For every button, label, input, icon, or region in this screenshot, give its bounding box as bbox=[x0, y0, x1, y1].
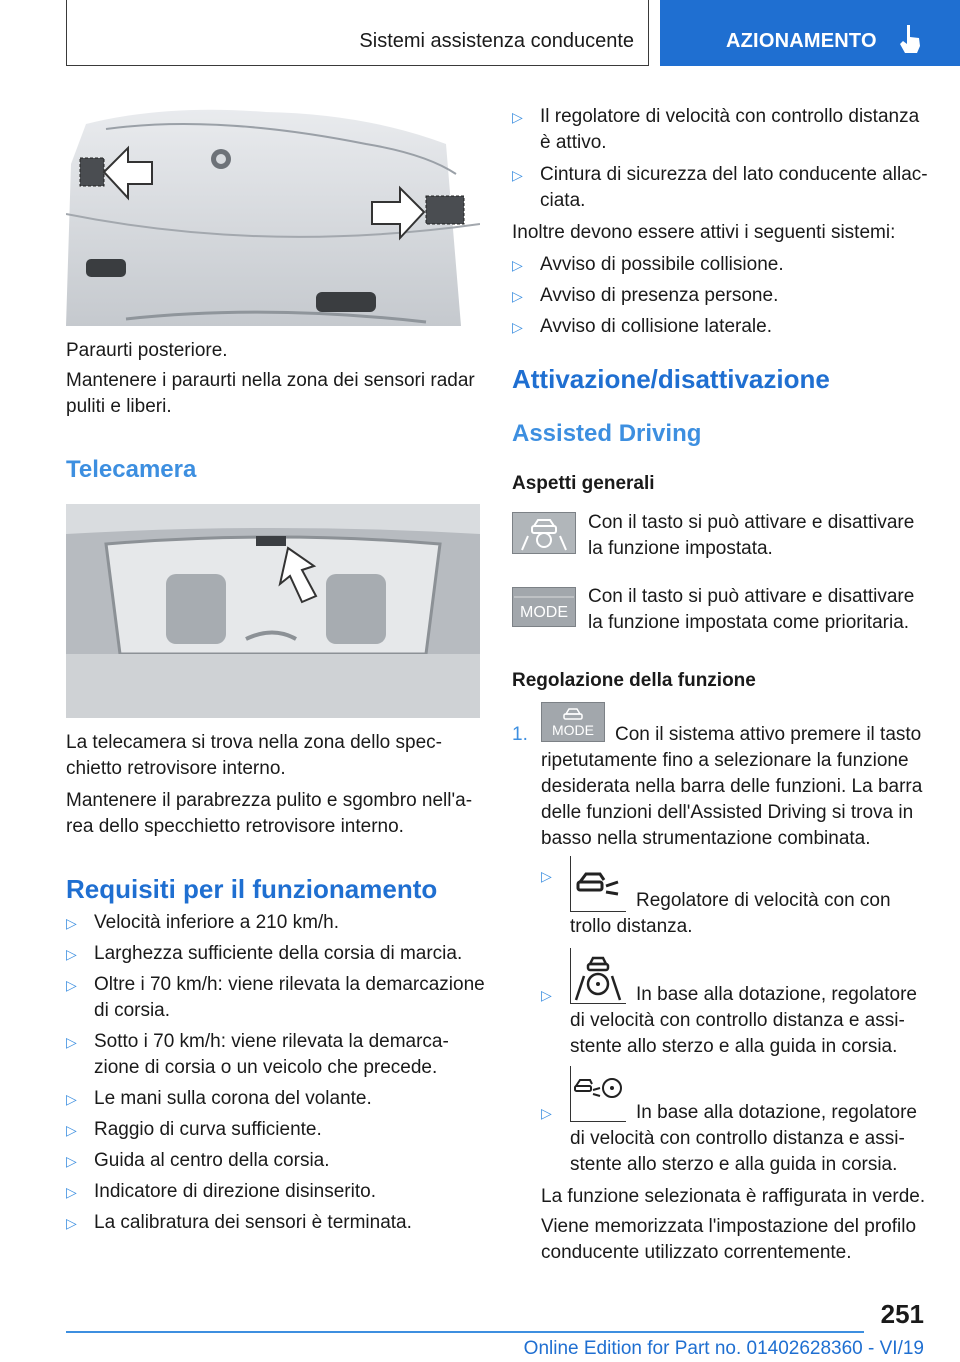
heading-general: Aspetti generali bbox=[512, 473, 655, 494]
paragraph-radar-sensors: Mantenere i paraurti nella zona dei sensori radar puliti e liberi. bbox=[66, 370, 475, 417]
list-item: ▷ Cintura di sicurezza del lato conducente allacciata. bbox=[512, 164, 928, 211]
list-item: ▷ Le mani sulla corona del volante. bbox=[66, 1086, 486, 1112]
requirements-list bbox=[66, 910, 486, 1236]
list-item: ▷ Raggio di curva sufficiente. bbox=[66, 1117, 486, 1143]
assisted-driving-button-icon bbox=[512, 512, 576, 554]
bullet-triangle-icon: ▷ bbox=[541, 987, 552, 1003]
list-item: ▷ Guida al centro della corsia. bbox=[66, 1148, 486, 1174]
bullet-triangle-icon: ▷ bbox=[66, 1153, 77, 1169]
heading-assisted-driving: Assisted Driving bbox=[512, 420, 702, 447]
bullet-triangle-icon: ▷ bbox=[66, 977, 77, 993]
mode-label-small: MODE bbox=[552, 722, 594, 738]
mode-button-icon bbox=[512, 587, 576, 627]
bullet-triangle-icon: ▷ bbox=[541, 868, 552, 884]
bullet-triangle-icon: ▷ bbox=[512, 288, 523, 304]
paragraph-systems-intro: Inoltre devono essere attivi i seguenti sistemi: bbox=[512, 222, 896, 243]
bullet-triangle-icon: ▷ bbox=[66, 915, 77, 931]
paragraph-button2: Con il tasto si può attivare e disattivare la funzione impostata come prioritaria. bbox=[588, 586, 915, 633]
edition-info: Online Edition for Part no. 01402628360 - VI/19 bbox=[523, 1338, 924, 1359]
header-section-box bbox=[66, 0, 649, 66]
function-1-rest: trollo distanza. bbox=[570, 916, 693, 937]
bullet-triangle-icon: ▷ bbox=[66, 1034, 77, 1050]
bullet-triangle-icon: ▷ bbox=[512, 109, 523, 125]
step-1-text: Con il sistema attivo premere il tasto ripetutamente fino a selezionare la funzione desiderata nella barra delle funzioni. La barra delle funzioni dell'Assisted Driving si trova in basso nella strumentazione combinata. bbox=[541, 724, 923, 849]
paragraph-camera-location: La telecamera si trova nella zona dello specchietto retrovisore interno. bbox=[66, 732, 442, 779]
footer-divider bbox=[66, 1331, 864, 1333]
paragraph-profile-memory: Viene memorizzata l'impostazione del profilo conducente utilizzato correntemente. bbox=[541, 1216, 917, 1263]
list-item: ▷ Indicatore di direzione disinserito. bbox=[66, 1179, 486, 1205]
list-item: ▷ Velocità inferiore a 210 km/h. bbox=[66, 910, 486, 936]
list-item: ▷ Il regolatore di velocità con controllo distanza è attivo. bbox=[512, 106, 920, 153]
windshield-camera-photo bbox=[66, 504, 480, 718]
heading-adjust-function: Regolazione della funzione bbox=[512, 670, 756, 691]
paragraph-selected-green: La funzione selezionata è raffigurata in verde. bbox=[541, 1186, 926, 1207]
list-item: ▷ Sotto i 70 km/h: viene rilevata la demarcazione di corsia o un veicolo che precede. bbox=[66, 1031, 449, 1078]
bullet-triangle-icon: ▷ bbox=[512, 257, 523, 273]
list-item: ▷ Avviso di collisione laterale. bbox=[512, 314, 932, 340]
paragraph-windshield-clean: Mantenere il parabrezza pulito e sgombro nell'area dello specchietto retrovisore interno. bbox=[66, 790, 473, 837]
list-item: ▷ Avviso di possibile collisione. bbox=[512, 252, 932, 278]
bullet-triangle-icon: ▷ bbox=[66, 1184, 77, 1200]
paragraph-button1: Con il tasto si può attivare e disattivare la funzione impostata. bbox=[588, 512, 915, 559]
heading-activation: Attivazione/disattivazione bbox=[512, 364, 830, 394]
function-3-rest: di velocità con controllo distanza e assistente allo sterzo e alla guida in corsia. bbox=[570, 1128, 905, 1175]
steering-lane-assistant-icon bbox=[570, 948, 626, 1004]
heading-requirements: Requisiti per il funzionamento bbox=[66, 874, 438, 904]
distance-cruise-control-icon bbox=[570, 856, 626, 912]
list-item: ▷ La calibratura dei sensori è terminata. bbox=[66, 1210, 486, 1236]
bullet-triangle-icon: ▷ bbox=[66, 1215, 77, 1231]
function-1-first-line: Regolatore di velocità con con bbox=[636, 890, 891, 911]
rear-bumper-radar-sensors-photo bbox=[66, 104, 480, 326]
bullet-triangle-icon: ▷ bbox=[66, 1122, 77, 1138]
page-number: 251 bbox=[880, 1299, 924, 1329]
section-title: Sistemi assistenza conducente bbox=[359, 30, 634, 52]
header-chapter-tab bbox=[660, 0, 960, 66]
mode-label: MODE bbox=[520, 604, 568, 621]
function-3-first-line: In base alla dotazione, regolatore bbox=[636, 1102, 917, 1123]
bullet-triangle-icon: ▷ bbox=[512, 167, 523, 183]
chapter-title: AZIONAMENTO bbox=[726, 30, 877, 52]
list-item: ▷ Oltre i 70 km/h: viene rilevata la demarcazione di corsia. bbox=[66, 974, 485, 1021]
step-number: 1. bbox=[512, 724, 528, 745]
caption-rear-bumper: Paraurti posteriore. bbox=[66, 340, 228, 361]
function-2-rest: di velocità con controllo distanza e assistente allo sterzo e alla guida in corsia. bbox=[570, 1010, 905, 1057]
pointing-hand-icon bbox=[898, 24, 922, 54]
list-item: ▷ Avviso di presenza persone. bbox=[512, 283, 932, 309]
bullet-triangle-icon: ▷ bbox=[66, 1091, 77, 1107]
list-item: ▷ Larghezza sufficiente della corsia di marcia. bbox=[66, 941, 486, 967]
bullet-triangle-icon: ▷ bbox=[66, 946, 77, 962]
bullet-triangle-icon: ▷ bbox=[541, 1105, 552, 1121]
bullet-triangle-icon: ▷ bbox=[512, 319, 523, 335]
heading-camera: Telecamera bbox=[66, 456, 197, 483]
steering-distance-assistant-icon bbox=[570, 1066, 626, 1122]
function-2-first-line: In base alla dotazione, regolatore bbox=[636, 984, 917, 1005]
requirements-list-continued bbox=[512, 104, 932, 214]
systems-list bbox=[512, 252, 932, 340]
